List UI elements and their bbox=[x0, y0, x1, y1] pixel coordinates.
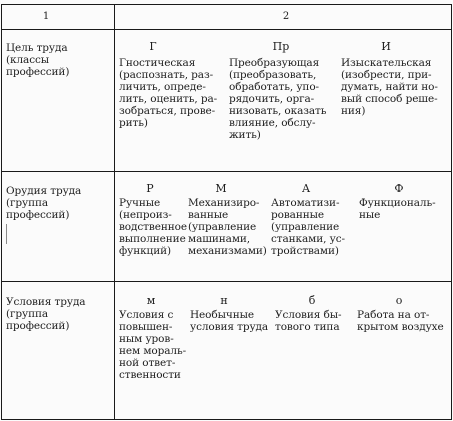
class-code-pr: Пр bbox=[272, 40, 290, 53]
header-column-1: 1 bbox=[42, 11, 50, 22]
row-label-conditions: Условия труда (группа профессий) bbox=[6, 296, 86, 332]
tool-code-f: Ф bbox=[394, 182, 404, 195]
tool-text-a: Автоматизи- рованные (управление станками, ус- тройствами) bbox=[271, 197, 345, 257]
row2-bottom-rule bbox=[1, 281, 452, 282]
class-text-pr: Преобразующая (преобразовать, обработать, упо- рядочить, орга- низовать, оказать влияние, обслу- жить) bbox=[229, 57, 327, 141]
header-column-2: 2 bbox=[282, 11, 290, 22]
scan-mark bbox=[6, 224, 7, 244]
tool-text-m: Механизиро- ванные (управление машинами, механизмами) bbox=[188, 197, 267, 257]
condition-text-n: Необычные условия труда bbox=[190, 309, 269, 333]
condition-code-b: б bbox=[308, 294, 316, 307]
column-divider-rule bbox=[114, 4, 115, 420]
tool-text-f: Функциональ- ные bbox=[359, 197, 436, 221]
condition-text-m: Условия с повышен- ным уров- нем мораль- ной ответ- ственности bbox=[119, 309, 187, 381]
header-bottom-rule bbox=[1, 29, 452, 30]
tool-code-m: М bbox=[215, 182, 227, 195]
row-label-goal: Цель труда (классы профессий) bbox=[6, 42, 70, 78]
tool-text-r: Ручные (непроиз- водственное выполнение функций) bbox=[119, 197, 187, 257]
condition-text-o: Работа на от- крытом воздухе bbox=[357, 309, 444, 333]
condition-code-m: м bbox=[146, 294, 156, 307]
table-bottom-rule bbox=[1, 419, 452, 420]
class-code-i: И bbox=[381, 40, 391, 53]
class-code-g: Г bbox=[149, 40, 157, 53]
class-text-g: Гностическая (распознать, раз- личить, опреде- лить, оценить, ра- зобраться, прове- рить) bbox=[119, 57, 218, 129]
row1-bottom-rule bbox=[1, 171, 452, 172]
tool-code-a: А bbox=[301, 182, 311, 195]
tool-code-r: Р bbox=[146, 182, 154, 195]
table-top-rule bbox=[1, 4, 452, 5]
class-text-i: Изыскательская (изобрести, при- думать, найти но- вый способ реше- ния) bbox=[341, 57, 438, 117]
condition-text-b: Условия бы- тового типа bbox=[275, 309, 342, 333]
condition-code-n: н bbox=[220, 294, 228, 307]
table-left-rule bbox=[1, 4, 2, 420]
table-right-rule bbox=[451, 4, 452, 420]
row-label-tools: Орудия труда (группа профессий) bbox=[6, 185, 82, 221]
condition-code-o: о bbox=[395, 294, 403, 307]
